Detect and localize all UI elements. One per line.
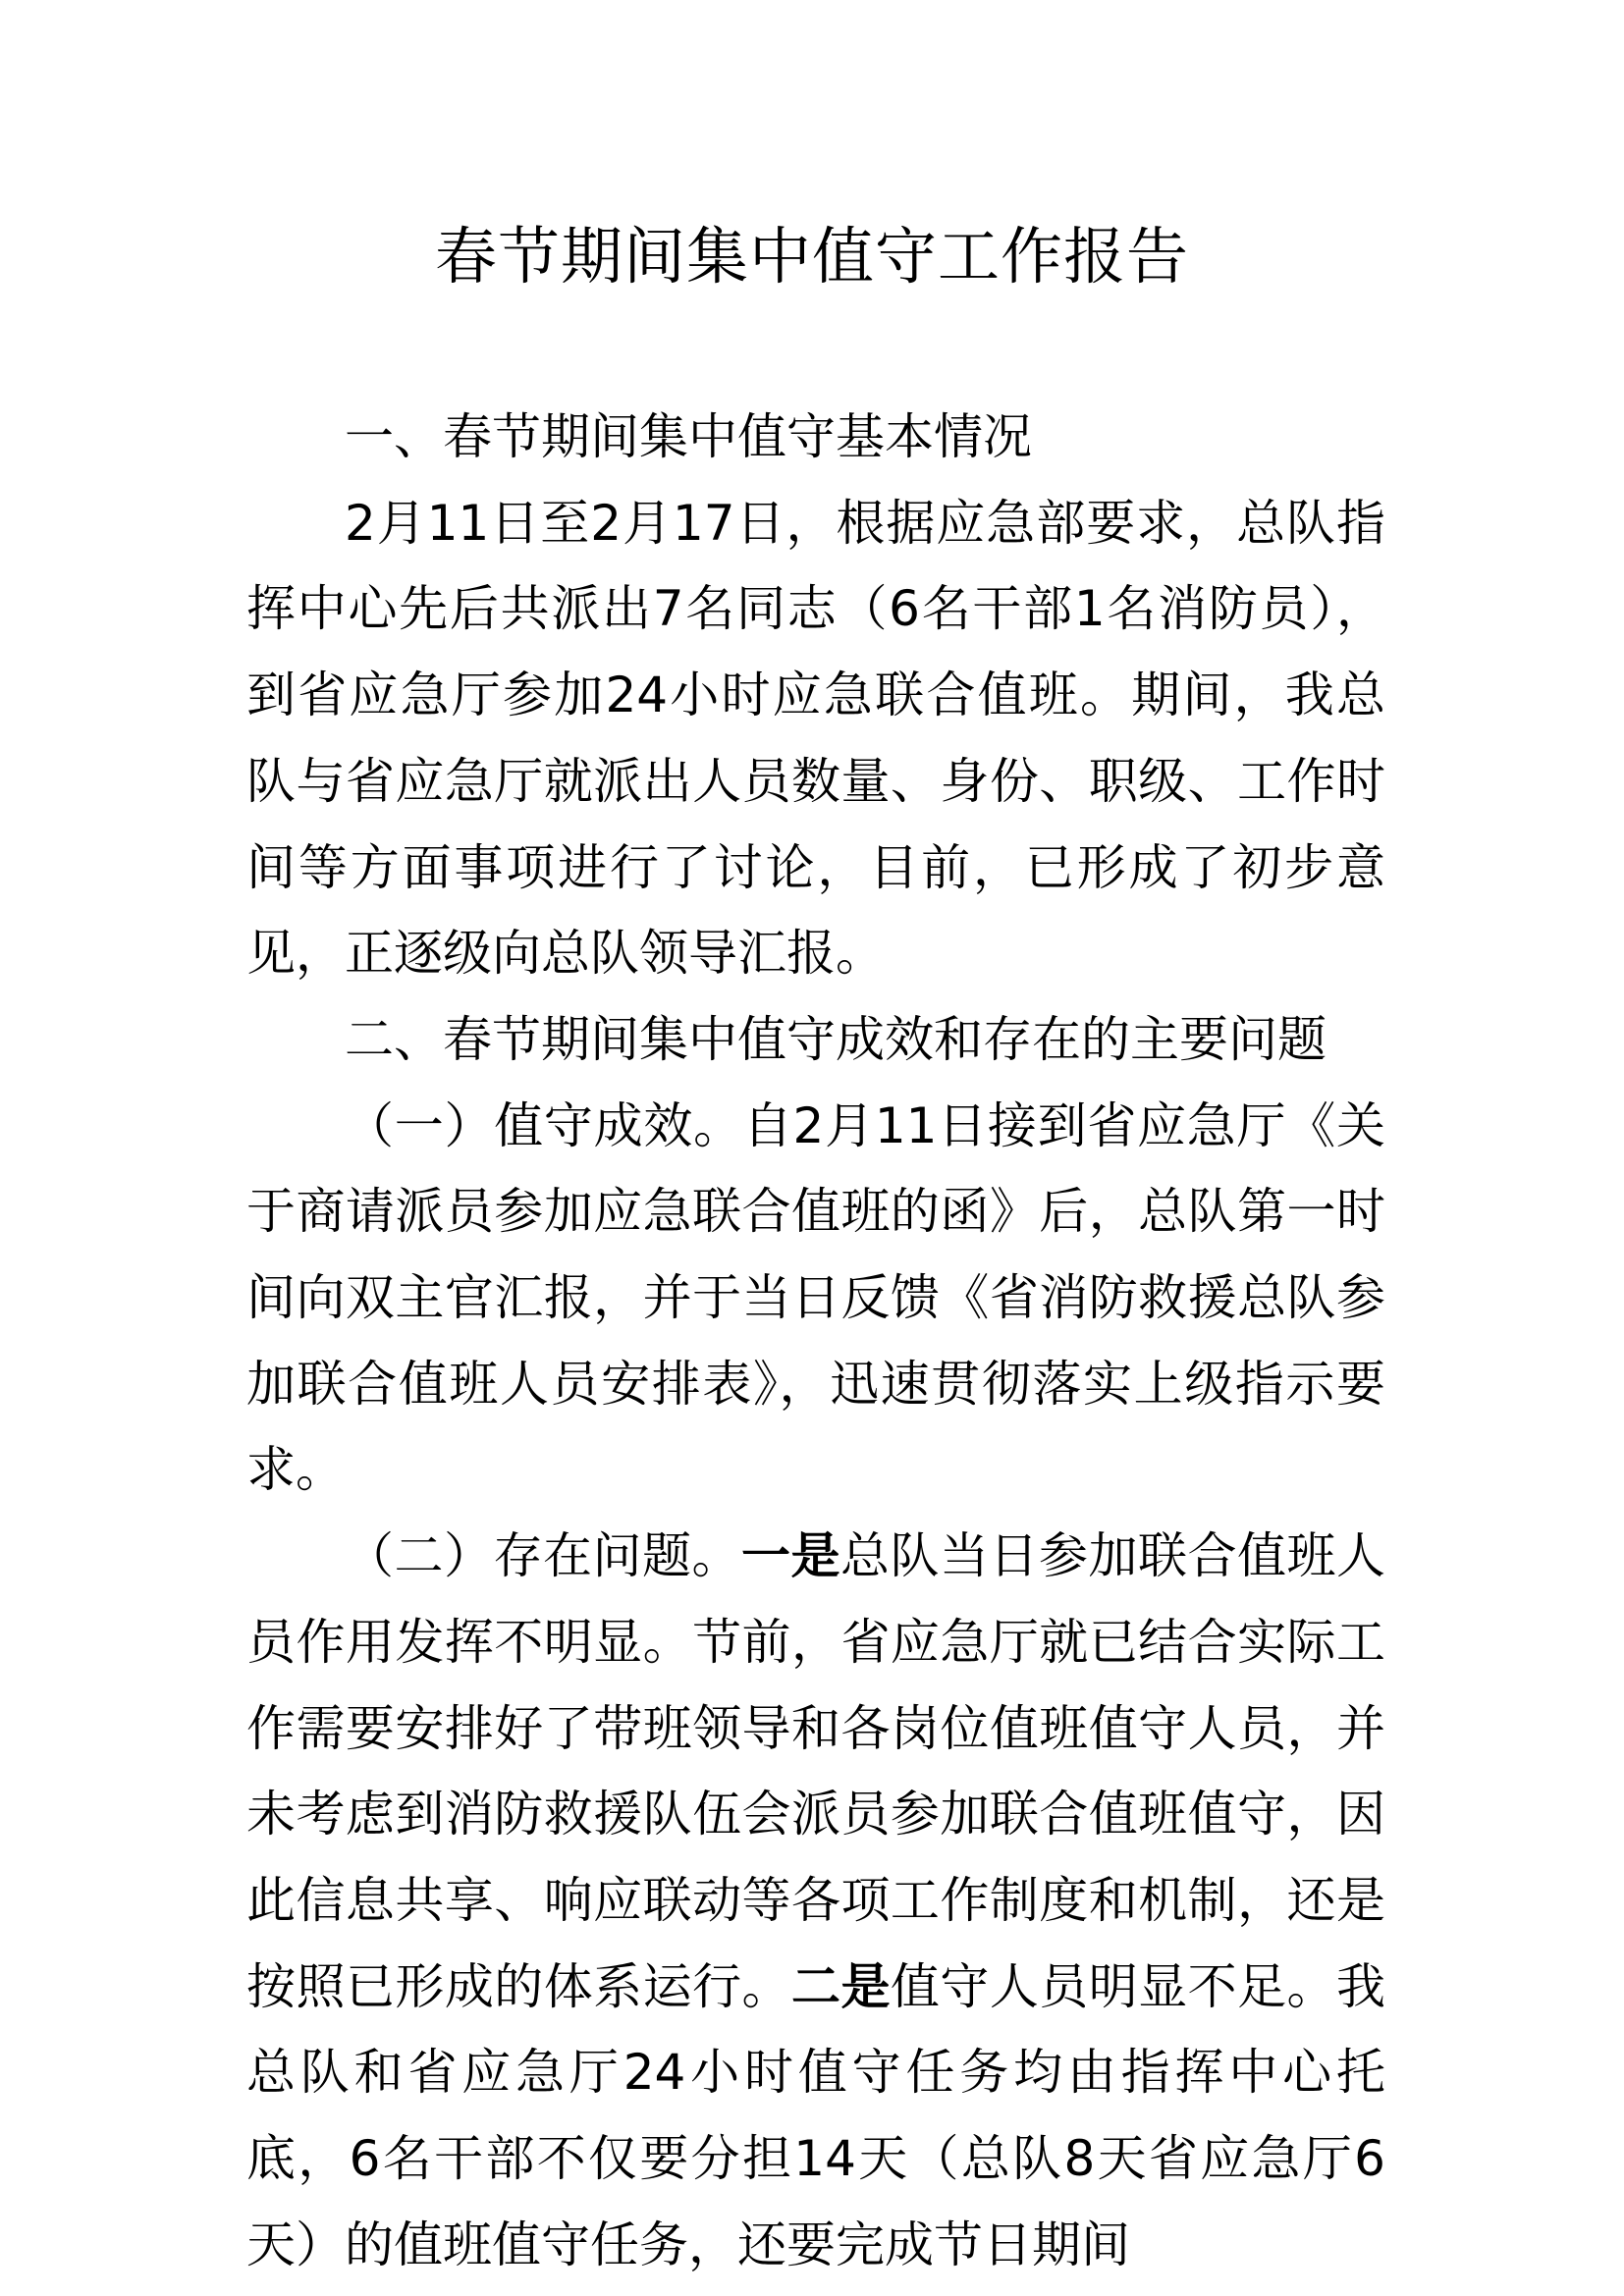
problems-intro: （二）存在问题。: [345, 1527, 741, 1585]
section1-paragraph: 2月11日至2月17日，根据应急部要求，总队指挥中心先后共派出7名同志（6名干部1名消防员），到省应急厅参加24小时应急联合值班。期间，我总队与省应急厅就派出人员数量、身份、职级、工作时间等方面事项进行了讨论，目前，已形成了初步意见，正逐级向总队领导汇报。: [246, 494, 1385, 983]
document-body: [246, 395, 1385, 2288]
point2-label: 二是: [791, 1957, 891, 2015]
section2-effect-paragraph: （一）值守成效。自2月11日接到省应急厅《关于商请派员参加应急联合值班的函》后，总队第一时间向双主官汇报，并于当日反馈《省消防救援总队参加联合值班人员安排表》，迅速贯彻落实上级指示要求。: [246, 1096, 1385, 1499]
point1-text: 总队当日参加联合值班人员作用发挥不明显。节前，省应急厅就已结合实际工作需要安排好了带班领导和各岗位值班值守人员，并未考虑到消防救援队伍会派员参加联合值班值守，因此信息共享、响应联动等各项工作制度和机制，还是按照已形成的体系运行。: [246, 1527, 1385, 2015]
document-title: 春节期间集中值守工作报告: [435, 221, 1189, 293]
section2-problems-paragraph: [246, 1514, 1385, 2288]
point2-text: 值守人员明显不足。我总队和省应急厅24小时值守任务均由指挥中心托底，6名干部不仅要分担14天（总队8天省应急厅6天）的值班值守任务，还要完成节日期间: [246, 1957, 1386, 2273]
section1-heading: 一、春节期间集中值守基本情况: [345, 408, 1032, 465]
section2-heading: 二、春节期间集中值守成效和存在的主要问题: [345, 1010, 1326, 1068]
point1-label: 一是: [741, 1527, 840, 1585]
